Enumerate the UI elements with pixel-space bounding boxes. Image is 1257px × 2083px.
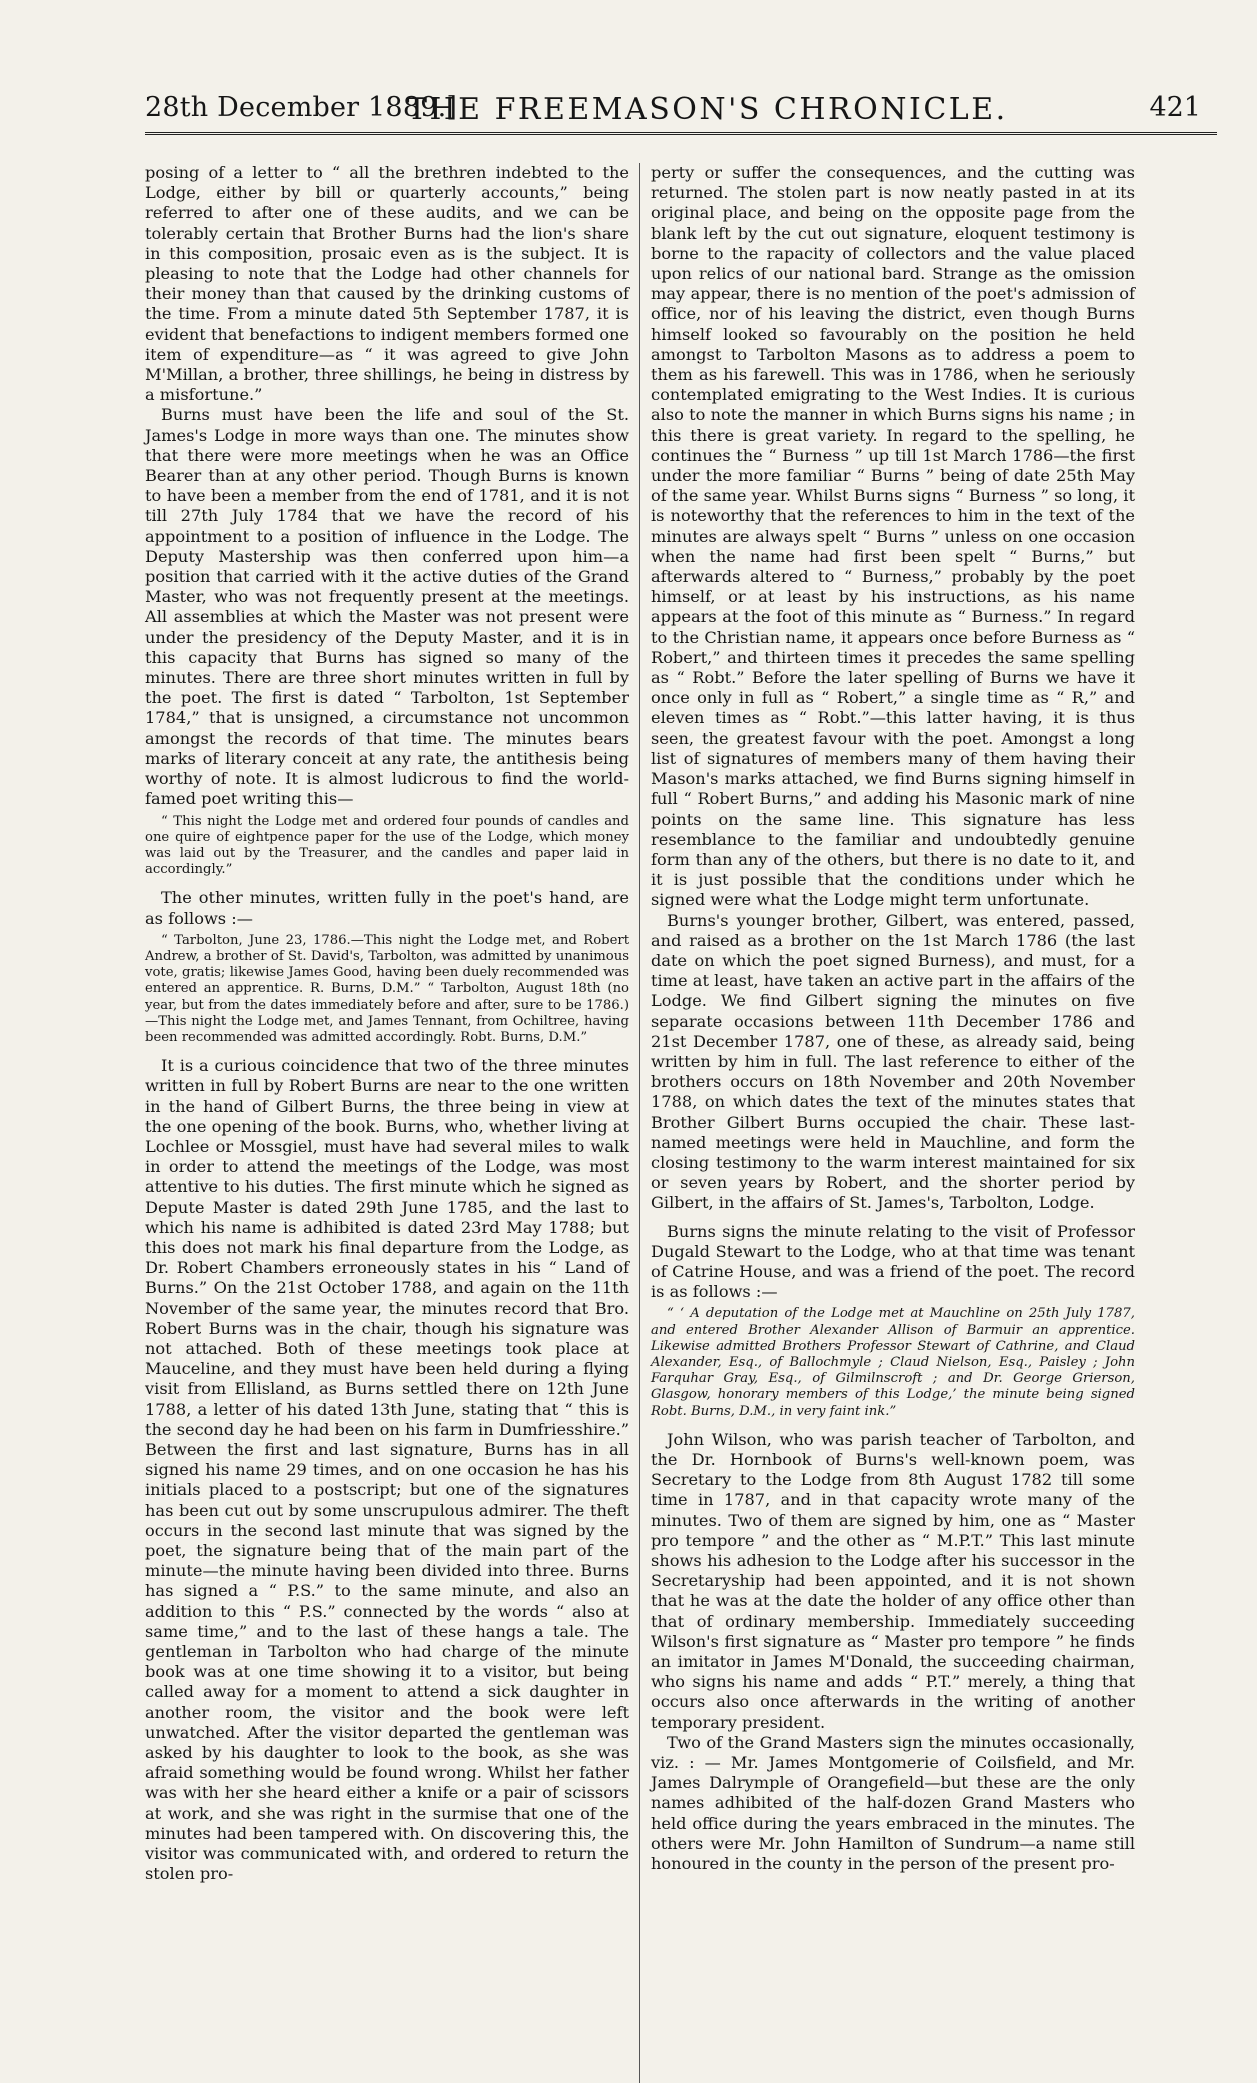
- column-divider: [639, 163, 640, 2083]
- paragraph: John Wilson, who was parish teacher of Tarbolton, and the Dr. Hornbook of Burns's well-known poem, was Secretary to the Lodge from 8th August 1782 till some time in 1787, and in that capacity wrote many of the minutes. Two of them are signed by him, one as “ Master pro tempore ” and the other as “ M.P.T.” This last minute shows his adhesion to the Lodge after his successor in the Secretaryship had been appointed, and it is not shown that he was at the date the holder of any office other than that of ordinary membership. Immediately succeeding Wilson's first signature as “ Master pro tempore ” he finds an imitator in James M'Donald, the succeeding chairman, who signs his name and adds “ P.T.” merely, a thing that occurs also once afterwards in the writing of another temporary president.: [651, 1429, 1135, 1732]
- article-columns: [145, 163, 1217, 1884]
- paragraph: Burns's younger brother, Gilbert, was entered, passed, and raised as a brother on the 1st March 1786 (the last date on which the poet signed Burness), and must, for a time at least, have taken an active part in the affairs of the Lodge. We find Gilbert signing the minutes on five separate occasions between 11th December 1786 and 21st December 1787, one of these, as already said, being written by him in full. The last reference to either of the brothers occurs on 18th November and 20th November 1788, on which dates the text of the minutes states that Brother Gilbert Burns occupied the chair. These last-named meetings were held in Mauchline, and form the closing testimony to the warm interest maintained for six or seven years by Robert, and the shorter period by Gilbert, in the affairs of St. James's, Tarbolton, Lodge.: [651, 910, 1135, 1213]
- paragraph: posing of a letter to “ all the brethren indebted to the Lodge, either by bill or quarterly accounts,” being referred to after one of these audits, and we can be tolerably certain that Brother Burns had the lion's share in this composition, prosaic even as is the subject. It is pleasing to note that the Lodge had other channels for their money than that caused by the drinking customs of the time. From a minute dated 5th September 1787, it is evident that benefactions to indigent members formed one item of expenditure—as “ it was agreed to give John M'Millan, a brother, three shillings, he being in distress by a misfortune.”: [145, 163, 629, 405]
- block-quote: “ ‘ A deputation of the Lodge met at Mauchline on 25th July 1787, and entered Brother Alexander Allison of Barmuir an apprentice. Likewise admitted Brothers Professor Stewart of Cathrine, and Claud Alexander, Esq., of Ballochmyle ; Claud Nielson, Esq., Paisley ; John Farquhar Gray, Esq., of Gilmilnscroft ; and Dr. George Grierson, Glasgow, honorary members of this Lodge,’ the minute being signed Robt. Burns, D.M., in very faint ink.”: [651, 1306, 1135, 1419]
- paragraph: Burns signs the minute relating to the visit of Professor Dugald Stewart to the Lodge, who at that time was tenant of Catrine House, and was a friend of the poet. The record is as follows :—: [651, 1221, 1135, 1302]
- paragraph: perty or suffer the consequences, and the cutting was returned. The stolen part is now neatly pasted in at its original place, and being on the opposite page from the blank left by the cut out signature, eloquent testimony is borne to the rapacity of collectors and the value placed upon relics of our national bard. Strange as the omission may appear, there is no mention of the poet's admission of office, nor of his leaving the district, even though Burns himself looked so favourably on the position he held amongst to Tarbolton Masons as to address a poem to them as his farewell. This was in 1786, when he seriously contemplated emigrating to the West Indies. It is curious also to note the manner in which Burns signs his name ; in this there is great variety. In regard to the spelling, he continues the “ Burness ” up till 1st March 1786—the first under the more familiar “ Burns ” being of date 25th May of the same year. Whilst Burns signs “ Burness ” so long, it is noteworthy that the references to him in the text of the minutes are always spelt “ Burns ” unless on one occasion when the name had first been spelt “ Burns,” but afterwards altered to “ Burness,” probably by the poet himself, or at least by his instructions, as his name appears at the foot of this minute as “ Burness.” In regard to the Christian name, it appears once before Burness as “ Robert,” and thirteen times it precedes the same spelling as “ Robt.” Before the later spelling of Burns we have it once only in full as “ Robert,” a single time as “ R,” and eleven times as “ Robt.”—this latter having, it is thus seen, the greatest favour with the poet. Amongst a long list of signatures of members many of them having their Mason's marks attached, we find Burns signing himself in full “ Robert Burns,” and adding his Masonic mark of nine points on the same line. This signature has less resemblance to the familiar and undoubtedly genuine form than any of the others, but there is no date to it, and it is just possible that the conditions under which he signed were what the Lodge might term unfortunate.: [651, 163, 1135, 910]
- publication-title: THE FREEMASON'S CHRONICLE.: [407, 92, 1008, 127]
- paragraph: The other minutes, written fully in the poet's hand, are as follows :—: [145, 888, 629, 928]
- block-quote: “ This night the Lodge met and ordered four pounds of candles and one quire of eightpence paper for the use of the Lodge, which money was laid out by the Treasurer, and the candles and paper laid in accordingly.”: [145, 813, 629, 878]
- paragraph: Burns must have been the life and soul of the St. James's Lodge in more ways than one. The minutes show that there were more meetings when he was an Office Bearer than at any other period. Though Burns is known to have been a member from the end of 1781, and it is not till 27th July 1784 that we have the record of his appointment to a position of influence in the Lodge. The Deputy Mastership was then conferred upon him—a position that carried with it the active duties of the Grand Master, who was not frequently present at the meetings. All assemblies at which the Master was not present were under the presidency of the Deputy Master, and it is in this capacity that Burns has signed so many of the minutes. There are three short minutes written in full by the poet. The first is dated “ Tarbolton, 1st September 1784,” that is unsigned, a circumstance not uncommon amongst the records of that time. The minutes bears marks of literary conceit at any rate, the antithesis being worthy of note. It is almost ludicrous to find the world-famed poet writing this—: [145, 405, 629, 809]
- paragraph: It is a curious coincidence that two of the three minutes written in full by Robert Burns are near to the one written in the hand of Gilbert Burns, the three being in view at the one opening of the book. Burns, who, whether living at Lochlee or Mossgiel, must have had several miles to walk in order to attend the meetings of the Lodge, was most attentive to his duties. The first minute which he signed as Depute Master is dated 29th June 1785, and the last to which his name is adhibited is dated 23rd May 1788; but this does not mark his final departure from the Lodge, as Dr. Robert Chambers erroneously states in his “ Land of Burns.” On the 21st October 1788, and again on the 11th November of the same year, the minutes record that Bro. Robert Burns was in the chair, though his signature was not attached. Both of these meetings took place at Mauceline, and they must have been held during a flying visit from Ellisland, as Burns settled there on 12th June 1788, a letter of his dated 13th June, stating that “ this is the second day he had been on his farm in Dumfriesshire.” Between the first and last signature, Burns has in all signed his name 29 times, and on one occasion he has his initials placed to a postscript; but one of the signatures has been cut out by some unscrupulous admirer. The theft occurs in the second last minute that was signed by the poet, the signature being that of the main part of the minute—the minute having been divided into three. Burns has signed a “ P.S.” to the same minute, and also an addition to this “ P.S.” connected by the words “ also at same time,” and to the last of these hangs a tale. The gentleman in Tarbolton who had charge of the minute book was at one time showing it to a visitor, but being called away for a moment to attend a sick daughter in another room, the visitor and the book were left unwatched. After the visitor departed the gentleman was asked by his daughter to look to the book, as she was afraid something would be found wrong. Whilst her father was with her she heard either a knife or a pair of scissors at work, and she was right in the surmise that one of the minutes had been tampered with. On discovering this, the visitor was communicated with, and ordered to return the stolen pro-: [145, 1056, 629, 1884]
- block-quote: “ Tarbolton, June 23, 1786.—This night the Lodge met, and Robert Andrew, a brother of St. David's, Tarbolton, was admitted by unanimous vote, gratis; likewise James Good, having been duely recommended was entered an apprentice. R. Burns, D.M.” “ Tarbolton, August 18th (no year, but from the dates immediately before and after, sure to be 1786.)—This night the Lodge met, and James Tennant, from Ochiltree, having been recommended was admitted accordingly. Robt. Burns, D.M.”: [145, 932, 629, 1045]
- right-column: [651, 163, 1135, 1884]
- left-column: [145, 163, 629, 1884]
- paragraph: Two of the Grand Masters sign the minutes occasionally, viz. : — Mr. James Montgomerie of Coilsfield, and Mr. James Dalrymple of Orangefield—but these are the only names adhibited of the half-dozen Grand Masters who held office during the years embraced in the minutes. The others were Mr. John Hamilton of Sundrum—a name still honoured in the county in the person of the present pro-: [651, 1732, 1135, 1874]
- page-number: 421: [1149, 92, 1201, 123]
- masthead: [145, 88, 1217, 135]
- issue-date: 28th December 1889.]: [145, 92, 458, 123]
